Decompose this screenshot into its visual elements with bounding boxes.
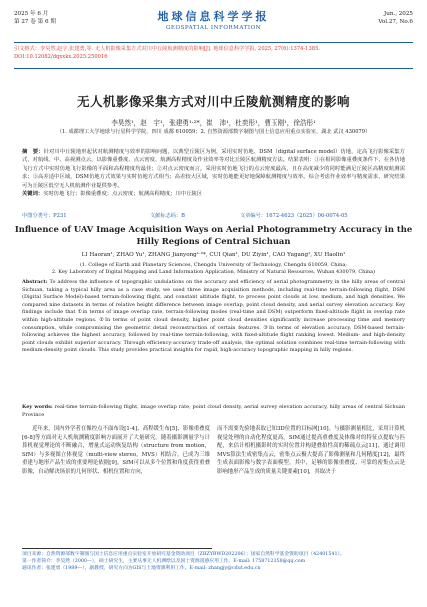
document-code: 文献标志码：B	[150, 213, 185, 219]
journal-name	[14, 8, 413, 31]
abstract-en-text: To address the influence of topographic undulations on the accuracy and efficiency of aerial photogrammetry in the hilly areas of central Sichuan, taking a typical hilly area as a case study, we used three image acquisition methods, including real-time terrain-following flight, DSM (Digital Surface Model)-based terrain-following flight, and constant altitude flight, to process point clouds at low, medium, and high densities. We compared nine datasets in terms of relative height difference between image overlap, point cloud density, and aerial survey elevation accuracy. Key findings include that ①in terms of image overlap rate, terrain-following modes (real-time and DSM) outperform fixed-altitude flight in overlap rate within high-altitude regions. ②In terms of point cloud density, higher point cloud densities significantly increase processing time and memory consumption, while compromising the geometric detail reconstruction of certain features. ③In terms of elevation accuracy, DSM-based terrain-following achieves the highest accuracy, followed by real-time terrain-following, with fixed-altitude flight ranking lowest. Medium- and high-density point clouds exhibit superior accuracy. Through efficiency-accuracy trade-off analysis, the optimal solution combines real-time terrain-following with medium-density point clouds. This study provides practical insights for rapid, high-accuracy topographic mapping in hilly regions.	[22, 279, 405, 354]
authors-en: LI Haoran¹, ZHAO Yu¹, ZHANG Jianyong¹·²*, CUI Qian¹, DU Ziyin¹, CAO Yugang¹, XU Haolin¹	[81, 252, 346, 258]
keywords-en-label: Key words:	[22, 404, 53, 410]
issue-volume-cn: 第 27 卷 第 6 期	[14, 19, 56, 25]
header-divider	[14, 42, 413, 43]
paper-title-en: Influence of UAV Image Acquisition Ways on Aerial Photogrammetry Accuracy in the Hilly Regions of Central Sichuan	[14, 224, 413, 246]
keywords-en-text: real-time terrain-following flight, image overlap rate, point cloud density, aerial survey elevation accuracy, hilly areas of central Sichuan Province	[22, 404, 406, 418]
paper-title-cn: 无人机影像采集方式对川中丘陵航测精度的影响	[76, 94, 350, 109]
clc-number: 中图分类号：P231	[22, 213, 67, 219]
issue-volume-en: Vol.27, No.6	[378, 19, 413, 25]
classification-meta	[22, 212, 405, 220]
journal-name-en: GEOSPATIAL INFORMATION	[165, 25, 262, 31]
issue-info-en	[378, 10, 413, 26]
affiliations-cn: （1. 成都理工大学地球与行星科学学院，四川 成都 610059；2. 自然资源部数字制图与国土信息应用重点实验室，湖北 武汉 430079）	[56, 129, 371, 135]
footnote-divider	[22, 548, 212, 549]
article-number: 文章编号：1672-4623（2025）06-0074-05	[240, 213, 348, 219]
journal-name-cn: 地球信息科学学报	[157, 10, 270, 23]
abstract-cn-text: 针对川中丘陵地形起伏对航测精度与效率的影响问题，以典型丘陵区为例，采用实时仿地、DSM（digital surface model）仿地、定高飞行影像采集方式，对航线、中、高视测点云，以影像重叠度、点云密度、航测高程精度及作业效率等对比丘陵区航测精度方法。结果表明：①在相同影像重叠度条件下，在各仿地飞行方式中实时仿地飞行影像的平面和高程精度均最佳；②对点云密度而言，采用实时仿地飞行的点云密度最高，且在高度减少的同时能满足丘陵区高精度航测需求；③高差适中区域，DSM仿地方式效果与实时仿地方式相当；高差较大区域，实时仿地能更好地保障航测精度与效率。综合考虑作业效率与精度需求，研究结果可为丘陵区低空无人机航测作业提供参考。	[22, 149, 405, 189]
page-header	[14, 8, 413, 42]
citation: 引文格式：李昊然,赵宇,张建勇,等. 无人机影像采集方式对川中丘陵航测精度的影响[J]. 地球信息科学学报, 2025, 27(6):1374-1385. DOI:10.12082/dqxxkx.2025.250016	[14, 46, 321, 60]
body-column-right: 而不需要先验地表取已知3D位置的目标网[10]。与摄影测量相比，采用计算机视觉处理的自动化程度更高。SfM通过提高重叠度及体像对的特征点提取与匹配，来估计相机摄影时的实时位置并构建叠拍性高的稀疏点云[11]，通过调用MVS算法生成密集点云，密集点云极大提高了影像测量和几何精度[12]，最终生成表面影像与数字表面模型。其中，足够的影像重叠度、可靠的密集点云是影响地形产品生成的质量关键要素[10]，其取决于	[217, 426, 405, 475]
citation-divider	[14, 68, 413, 69]
abstract-cn-label: 摘 要：	[22, 149, 44, 155]
issue-date-en: Jun., 2025	[383, 11, 413, 17]
body-column-left: 近年来，国内外学者在像控点不面布设[1-4]、高程缓生布[5]、影像重叠度[6-8]等方面对无人机航测精度影响方面展开了大量研究。随着摄影测量学与计算机视觉理论的不断融合，增量式运动恢复结构（structure from motion，SfM）与多视图立体视觉（multi-view stereo，MVS）相结合，已成为三维重建与地形产品生成的重要理论依据[9]。SfM可以从多个位置和角度获得重叠影像，自动解决场景的几何形状、相机位置和方向，	[22, 426, 210, 475]
affiliations-en: (1. College of Earth and Planetary Sciences, Chengdu University of Technology, Chengdu 610059, China; 2. Key Laboratory of Digital Mapping and Land Information Application, Ministry of Natural Resources, Wuhan 430079, China)	[51, 262, 376, 275]
abstract-cn	[22, 148, 405, 198]
keywords-cn-label: 关键词：	[22, 191, 44, 198]
keywords-cn-text: 实时仿地飞行；影像重叠度；点云密度；航测高程精度；川中丘陵区	[43, 191, 203, 198]
footnote: 项目来源：自然资源部数字制图与国土信息应用重点实验室开放研究基金资助项目（ZRZYBWD202206）；国家自然科学基金资助项目（42401541）。 第一作者简介：李昊然（2000—），硕士研究生，主要从事无人机测绘以及国土资源遥感应用工作。E-mail: 1758712358@qq.com 通讯作者：张建勇（1989—），副教授，研究方向为GIS与土地资源利用工作。E-mail: zhangjy@cdut.edu.cn	[22, 552, 345, 572]
abstract-en	[22, 279, 405, 355]
issue-date-cn: 2025 年 6 月	[14, 11, 49, 17]
abstract-en-label: Abstract:	[22, 279, 48, 285]
keywords-en	[22, 404, 405, 419]
authors-cn: 李昊然¹，赵 宇¹，张建勇¹·²*，崔 沛¹，杜奕彤¹，曹玉刚¹，徐浩彤¹	[111, 119, 316, 127]
